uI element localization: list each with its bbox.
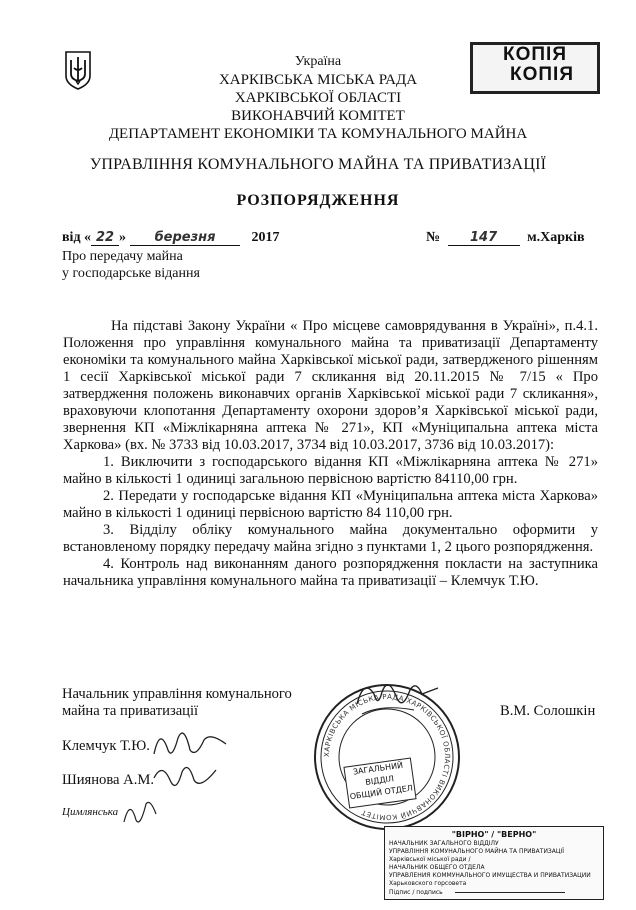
approval-2-signature [150, 758, 220, 803]
signature-position-line-1: Начальник управління комунального [62, 686, 292, 702]
document-title: РОЗПОРЯДЖЕННЯ [236, 192, 400, 209]
seal-ring-text: ХАРКІВСЬКА МІСЬКА РАДА ХАРКІВСЬКОЇ ОБЛАСТІ ВИКОНАВЧИЙ КОМІТЕТ [322, 692, 452, 822]
date-mid: » [119, 230, 127, 245]
subject [62, 248, 200, 282]
verification-line-1: "ВІРНО" / "ВЕРНО" [451, 830, 537, 839]
official-seal [312, 682, 462, 832]
verification-line-4: Харківської міської ради / [389, 856, 471, 863]
verification-line-8: Підпис / подпись [389, 889, 443, 896]
number-line [426, 230, 601, 246]
approval-3-signature [120, 796, 160, 833]
verification-line-6: УПРАВЛЕНИЯ КОММУНАЛЬНОГО ИМУЩЕСТВА И ПРИВАТИЗАЦИИ [389, 872, 591, 879]
signatory-name: В.М. Солошкін [500, 703, 596, 719]
approval-2: Шиянова А.М. [62, 772, 154, 788]
signature-position-line-2: майна та приватизації [62, 703, 199, 719]
document-number: 147 [448, 230, 520, 246]
city: м.Харків [527, 230, 585, 245]
item-4: 4. Контроль над виконанням даного розпорядження покласти на заступника начальника управління комунального майна та приватизації – Клемчук Т.Ю. [63, 556, 598, 589]
stamp-inner-3: ОБЩИЙ ОТДЕЛ [349, 783, 414, 802]
subject-line-2: у господарське відання [62, 266, 200, 281]
header-committee: ВИКОНАВЧИЙ КОМІТЕТ [231, 108, 405, 124]
approval-1: Клемчук Т.Ю. [62, 738, 150, 754]
item-3: 3. Відділу обліку комунального майна документально оформити у встановленому порядку передачу майна згідно з пунктами 1, 2 цього розпорядження. [63, 522, 598, 555]
stamp-inner-1: ЗАГАЛЬНИЙ [352, 760, 404, 777]
copy-stamp-text-2: КОПІЯ [510, 64, 574, 85]
stamp-inner-2: ВІДДІЛ [364, 774, 395, 787]
date-year: 2017 [251, 230, 280, 245]
document-body [63, 318, 598, 590]
subject-line-1: Про передачу майна [62, 249, 183, 264]
verification-line-3: УПРАВЛІННЯ КОМУНАЛЬНОГО МАЙНА ТА ПРИВАТИЗАЦІЇ [389, 848, 565, 855]
date-line [62, 230, 312, 246]
signature-position [62, 686, 292, 720]
item-1: 1. Виключити з господарського відання КП «Міжлікарняна аптека № 271» майно в кількості 1 одиниці загальною первісною вартістю 84110,00 грн. [63, 454, 598, 487]
verification-line-7: Харьковского горсовета [389, 880, 467, 887]
verification-line-2: НАЧАЛЬНИК ЗАГАЛЬНОГО ВІДДІЛУ [389, 840, 499, 847]
item-2: 2. Передати у господарське відання КП «Муніципальна аптека міста Харкова» майно в кількості 1 одиниці первісною вартістю 84 110,00 грн. [63, 488, 598, 521]
preamble: На підставі Закону України « Про місцеве самоврядування в Україні», п.4.1. Положення про управління комунального майна та приватизації Департаменту економіки та комунального майна Харківської міської ради, затвердженого рішенням 1 сесії Харківської міської ради 7 скликання від 20.11.2015 № 7/15 « Про затвердження положень виконавчих органів Харківської міської ради 7 скликання», враховуючи клопотання Департаменту охорони здоров’я Харківської міської ради, звернення КП «Міжлікарняна аптека № 271», КП «Муніципальна аптека міста Харкова» (вх. № 3733 від 10.03.2017, 3734 від 10.03.2017, 3736 від 10.03.2017): [63, 318, 598, 453]
verification-line-5: НАЧАЛЬНИК ОБЩЕГО ОТДЕЛА [389, 864, 485, 871]
verification-signature-line [455, 892, 565, 893]
date-month: березня [130, 230, 240, 246]
verification-stamp [384, 826, 604, 900]
date-day: 22 [91, 230, 119, 246]
approval-3: Цимлянська [62, 806, 119, 818]
header-council: ХАРКІВСЬКА МІСЬКА РАДА [218, 72, 418, 88]
number-label: № [426, 230, 441, 245]
copy-stamp-text-1: КОПІЯ [503, 44, 567, 65]
header-region: ХАРКІВСЬКОЇ ОБЛАСТІ [234, 90, 402, 106]
management-title: УПРАВЛІННЯ КОМУНАЛЬНОГО МАЙНА ТА ПРИВАТИЗАЦІЇ [89, 156, 547, 173]
header-country: Україна [294, 54, 342, 69]
header-department: ДЕПАРТАМЕНТ ЕКОНОМІКИ ТА КОМУНАЛЬНОГО МАЙНА [108, 126, 528, 142]
date-prefix: від « [62, 230, 92, 245]
